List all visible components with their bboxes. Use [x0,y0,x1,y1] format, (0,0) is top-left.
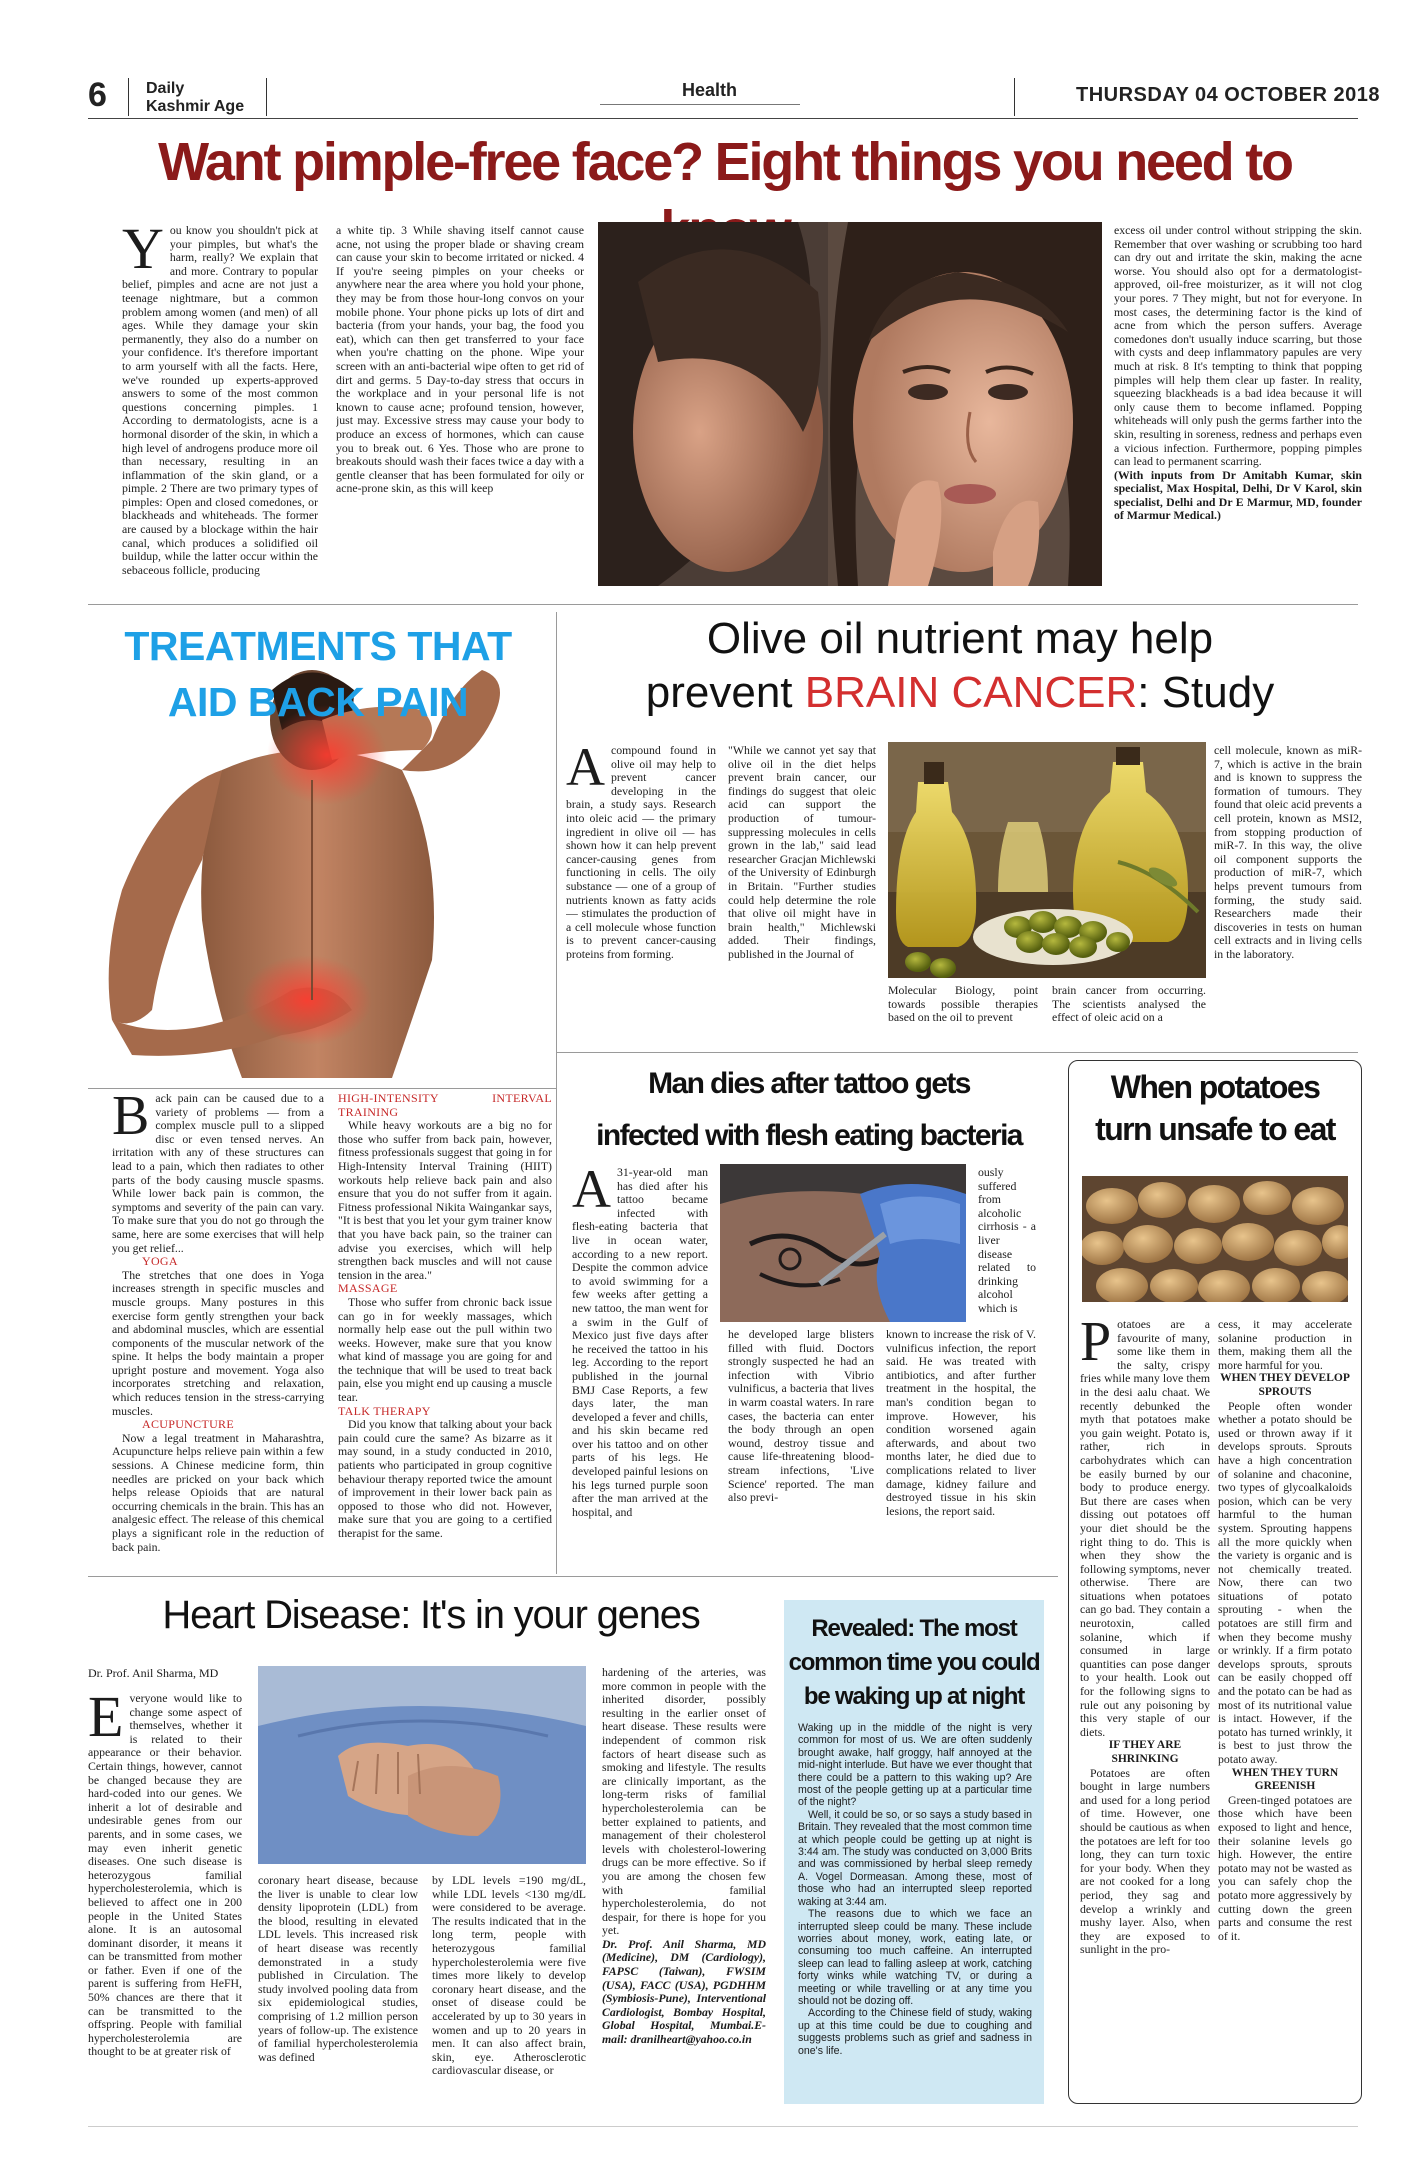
heart-col-3: by LDL levels =190 mg/dL, while LDL levels <130 mg/dL were considered to be average. The results indicated that in the long term, people with heterozygous familial hypercholesterolemia were five times more likely to develop coronary heart disease, and the onset of disease could be accelerated by up to 30 years in women and up to 20 years in men. It can also affect brain, skin, eye. Atherosclerotic cardiovascular disease, or [432,1874,586,2078]
section-name: Health [682,80,738,100]
tattoo-photo [720,1164,966,1322]
issue-date: THURSDAY 04 OCTOBER 2018 [1076,84,1380,106]
revealed-body: Waking up in the middle of the night is very common for most of us. We are often suddenly brought awake, half groggy, half annoyed at the mid-night interlude. But have we ever thought that there could be a pattern to this waking up? Are most of the people getting up at a particular time of the night? Well, it could be so, or so says a study based in Britain. They revealed that the most common time at which people could be getting up at night is 3:44 am. The study was conducted on 3,000 Brits and was commissioned by herbal sleep remedy A. Vogel Dormeasan. Among these, most of those who had an interrupted sleep reported waking at 3:44 am. The reasons due to which we face an interrupted sleep could be many. These include worries about money, work, eating late, or consuming too much caffeine. An interrupted sleep can lead to falling asleep at work, catching forty winks while watching TV, or during a meeting or while travelling or at any time you should not be dozing off. According to the Chinese field of study, waking up at this time could be due to coughing and suggests problems such as grief and sadness in one's life. [798,1722,1032,2057]
talk-therapy-subhead: TALK THERAPY [338,1403,431,1418]
yoga-subhead: YOGA [142,1254,178,1269]
tattoo-col-1: A 31-year-old man has died after his tattoo became infected with flesh-eating bacteria that live in ocean water, according to a new report. Despite the common advice to avoid swimming for a few weeks after getting a new tattoo, the man went for a swim in the Gulf of Mexico just five days after he received the tattoo in his leg. According to the report published in the journal BMJ Case Reports, a few days later, the man developed a fever and chills, and his skin became red over his tattoo and on other parts of his legs. He developed painful lesions on his legs turned purple soon after the man arrived at the hospital, and [572,1166,708,1519]
hiit-subhead: HIGH-INTENSITY INTERVAL TRAINING [338,1092,552,1119]
potato-headline: When potatoes turn unsafe to eat [1095,1069,1335,1147]
heart-col-4: hardening of the arteries, was more common in people with the inherited disorder, possibly resulting in the earlier onset of heart disease. These results were independent of common risk factors of heart disease such as smoking and lifestyle. The results are clinically important, as the long-term risks of familial hypercholesterolemia can be better explained to patients, and management of their cholesterol levels with cholesterol-lowering drugs can be more effective. So if you are among the chosen few with familial hypercholesterolemia, do not despair, for there is hope for you yet. Dr. Prof. Anil Sharma, MD (Medicine), DM (Cardiology), FAPSC (Taiwan), FWSIM (USA), FACC (USA), PGDHHM (Symbiosis-Pune), Interventional Cardiologist, Bombay Hospital, Global Hospital, Mumbai.E-mail: dranilheart@yahoo.co.in [602,1666,766,2047]
pimple-photo [598,222,1102,586]
olive-col-2: "While we cannot yet say that olive oil in the diet helps prevent brain cancer, our findings do suggest that oleic acid can support the production of tumour-suppressing molecules in cells grown in the lab," said lead researcher Gracjan Michlewski of the University of Edinburgh in Britain. "Further studies could help determine the role that olive oil might have in brain health," Michlewski added. Their findings, published in the Journal of [728,744,876,961]
back-col-1: Back pain can be caused due to a variety of problems — from a complex muscle pull to a slipped disc or even tensed nerves. An irritation with any of these structures can lead to a pain, which then radiates to other parts of the body causing muscle spasms. While lower back pain is common, the symptoms and severity of the pain can vary. To make sure that you do not go through the same, here are some exercises that will help you get relief... YOGA The stretches that one does in Yoga increases strength in specific muscles and muscle groups. Many postures in this exercise form gently strengthen your back and abdominal muscles, which are essential components of the muscular network of the spine. It helps the body maintain a proper upright posture and movement. Yoga also incorporates stretching and relaxation, which reduces tension in the stress-carrying muscles. ACUPUNCTURE Now a legal treatment in Maharashtra, Acupuncture helps relieve pain within a few sessions. A Chinese medicine form, thin needles are pricked on your back which helps release Opioids that are natural occurring chemicals in the brain. This has an analgesic effect. The release of this chemical plays a significant role in the reduction of back pain. [112,1092,324,1554]
olive-col-3a: Molecular Biology, point towards possible therapies based on the oil to prevent [888,984,1038,1025]
shrinking-subhead: IF THEY ARE SHRINKING [1108,1739,1182,1765]
back-headline: TREATMENTS THAT AID BACK PAIN [124,623,512,725]
paper-name: Daily Kashmir Age [146,80,245,115]
olive-oil-photo [888,742,1206,978]
massage-subhead: MASSAGE [338,1281,398,1296]
acupuncture-subhead: ACUPUNCTURE [142,1417,234,1432]
tattoo-col-3a: ously suffered from alcoholic cirrhosis - a liver disease related to drinking alcohol which is [978,1166,1036,1315]
page-number: 6 [88,76,107,114]
tattoo-headline: Man dies after tattoo gets infected with flesh eating bacteria [596,1067,1022,1152]
potato-photo [1082,1176,1348,1302]
heart-headline: Heart Disease: It's in your genes [162,1593,700,1637]
tattoo-col-3b: known to increase the risk of V. vulnificus infection, the report said. He was treated with antibiotics, and after further treatment in the hospital, the man's condition began to improve. However, his condition worsened again afterwards, and about two months later, he died due to complications related to liver damage, kidney failure and destroyed tissue in his skin lesions, the report said. [886,1328,1036,1518]
pimple-col-3: excess oil under control without stripping the skin. Remember that over washing or scrubbing too hard can dry out and irritate the skin, making the acne worse. You should also opt for a dermatologist-approved, oil-free moisturizer, as it will not clog your pores. 7 They might, but not for everyone. In most cases, the determining factor is the kind of acne from which the person suffers. Average comedones don't usually induce scarring, but those with cysts and deep inflammatory papules are very much at risk. 8 It's tempting to think that popping pimples will help them clear up faster. In reality, squeezing blackheads is a bad idea because it will only cause them to become inflamed. Popping whiteheads will only push the germs farther into the skin, resulting in soreness, redness and perhaps even a vicious infection. Furthermore, popping pimples can lead to permanent scarring. (With inputs from Dr Amitabh Kumar, skin specialist, Max Hospital, Delhi, Dr V Karol, skin specialist, Delhi and Dr E Marmur, MD, founder of Marmur Medical.) [1114,224,1362,523]
potato-col-2: cess, it may accelerate solanine production in them, making them all the more harmful for you. WHEN THEY DEVELOP SPROUTS People often wonder whether a potato should be used or thrown away if it develops sprouts. Sprouts have a high concentration of solanine and chaconine, two types of glycoalkaloids posion, which can be very harmful to the human system. Sprouting happens all the more quickly when the variety is organic and is not chemically treated. Now, there can two situations of potato sprouting - when the potatoes are still firm and when they become mushy or wrinkly. If a firm potato develops sprouts, sprouts can be easily chopped off and the potato can be had as most of its nutritional value is intact. However, if the potato has turned wrinkly, it is best to just throw the potato away. WHEN THEY TURN GREENISH Green-tinged potatoes are those which have been exposed to light and hence, their solanine levels go high. However, the entire potato may not be wasted as you can safely chop the potato more aggressively by cutting down the green parts and consume the rest of it. [1218,1318,1352,1943]
tattoo-col-2: he developed large blisters filled with fluid. Doctors strongly suspected he had an infection with Vibrio vulnificus, a bacteria that lives in warm coastal waters. In rare cases, the bacteria can enter the body through an open wound, destroy tissue and cause life-threatening blood-stream infections, 'Live Science' reported. The man also previ- [728,1328,874,1505]
heart-col-2: coronary heart disease, because the liver is unable to clear low density lipoprotein (LDL) from the blood, resulting in elevated LDL levels. This increased risk of heart disease was recently demonstrated in a study published in Circulation. The study involved pooling data from six epidemiological studies, comprising of 1.2 million person years of follow-up. The existence of familial hypercholesterolemia was defined [258,1874,418,2064]
olive-headline: Olive oil nutrient may help prevent BRAIN CANCER: Study [645,614,1275,717]
revealed-headline: Revealed: The most common time you could be waking up at night [788,1615,1040,1710]
olive-col-3b: brain cancer from occurring. The scientists analysed the effect of oleic acid on a [1052,984,1206,1025]
sprouts-subhead: WHEN THEY DEVELOP SPROUTS [1220,1372,1350,1398]
olive-col-1: A compound found in olive oil may help to prevent cancer developing in the brain, a study says. Research into oleic acid — the primary ingredient in olive oil — has shown how it can help prevent cancer-causing genes from functioning in cells. The oily substance — one of a group of nutrients known as fatty acids — stimulates the production of a cell molecule whose function is to prevent cancer-causing proteins from forming. [566,744,716,961]
heart-col-1: Everyone would like to change some aspect of themselves, whether it is related to their appearance or their behavior. Certain things, however, cannot be changed because they are hard-coded into our genes. We inherit a lot of desirable and undesirable genes from our parents, and in some cases, we may even inherit genetic diseases. One such disease is heterozygous familial hypercholesterolemia, which is believed to affect one in 200 people in the United States alone. It is an autosomal dominant disorder, it means it can be transmitted from mother or father. Even if one of the parent is suffering from HeFH, 50% chances are there that it can be transmitted to the offspring. People with familial hypercholesterolemia are thought to be at greater risk of [88,1692,242,2059]
pimple-col-1: You know you shouldn't pick at your pimples, but what's the harm, really? We explain that and more. Contrary to popular belief, pimples and acne are not just a teenage nightmare, but a common problem among women (and men) of all ages. While they damage your skin permanently, they also do a number on your confidence. It's therefore important to arm yourself with all the facts. Here, we've rounded up experts-approved answers to some of the most common questions concerning pimples. 1 According to dermatologists, acne is a hormonal disorder of the skin, in which a high level of androgens produce more oil than necessary, resulting in an inflammation of the skin gland, or a pimple. 2 There are two primary types of pimples: Open and closed comedones, or blackheads and whiteheads. The former are caused by a blockage within the hair canal, which produces a solidified oil buildup, while the latter occur within the sebaceous follicle, producing [122,224,318,577]
back-col-2: HIGH-INTENSITY INTERVAL TRAINING While heavy workouts are a big no for those who suffer from back pain, however, fitness professionals suggest that going in for High-Intensity Interval Training (HIIT) workouts help relieve back pain and also ensure that you do not suffer from it again. Fitness professional Nikita Waingankar says, "It is best that you let your gym trainer know that you have back pain, so the trainer can advise you exercises, which will help strengthen back muscles and will not cause tension in the area." MASSAGE Those who suffer from chronic back issue can go in for weekly massages, which normally help ease out the pull within two weeks. However, make sure that you know what kind of massage you are going for and the technique that will be used to treat back pain, else you might end up causing a muscle tear. TALK THERAPY Did you know that talking about your back pain could cure the same? As bizarre as it may sound, in a study conducted in 2010, patients who participated in group cognitive behaviour therapy reported twice the amount of improvement in their lower back pain as opposed to those who did not. However, make sure that you are going to a certified therapist for the same. [338,1092,552,1540]
greenish-subhead: WHEN THEY TURN GREENISH [1231,1766,1339,1793]
pimple-headline: Want pimple-free face? Eight things you need to [158,132,1292,192]
olive-col-4: cell molecule, known as miR-7, which is active in the brain and is known to suppress the formation of tumours. They found that oleic acid prevents a cell protein, known as MSI2, from stopping production of miR-7. In this way, the olive oil component supports the production of miR-7, which helps prevent tumours from forming, the study said. Researchers made their discoveries in tests on human cell extracts and in living cells in the laboratory. [1214,744,1362,961]
potato-col-1: Potatoes are a favourite of many, some like them in the salty, crispy fries while many love them in the desi aalu chaat. We recently debunked the myth that potatoes make you gain weight. Potato is, rather, rich in carbohydrates which can be easily burned by our body to produce energy. But there are cases when dissing out potatoes off your diet should be the right thing to do. This is when they show the following symptoms, never otherwise. There are situations when potatoes can go bad. They contain a neurotoxin, called solanine, which if consumed in large quantities can pose danger to your health. Look out for the following signs to rule out any poisoning by this very staple of our diets. IF THEY ARE SHRINKING Potatoes are often bought in large numbers and used for a long period of time. However, one should be cautious as when the potatoes are left for too long, they can turn toxic for your body. When they are not cooked for a long period, they sag and develop a wrinkly and mushy layer. Also, when they are exposed to sunlight in the pro- [1080,1318,1210,1957]
heart-byline: Dr. Prof. Anil Sharma, MD [88,1666,219,1680]
pimple-col-2: a white tip. 3 While shaving itself cannot cause acne, not using the proper blade or shaving cream can cause your skin to become irritated or nicked. 4 If you're seeing pimples on your cheeks or anywhere near the area where you hold your phone, they may be from those hour-long convos on your mobile phone. Your phone picks up lots of dirt and bacteria (from your hands, your bag, the food you eat), which can then get transferred to your face when you're chatting on the phone. Wipe your screen with an anti-bacterial wipe often to get rid of dirt and germs. 5 Day-to-day stress that occurs in the workplace and in your personal life is not known to cause acne; profound tension, however, just may. Excessive stress may cause your body to produce an excess of hormones, which can cause you to break out. 6 Yes. Those who are prone to breakouts should wash their faces twice a day with a gentle cleanser that has been formulated for oily or acne-prone skin, as this will keep [336,224,584,496]
heart-photo [258,1666,586,1864]
